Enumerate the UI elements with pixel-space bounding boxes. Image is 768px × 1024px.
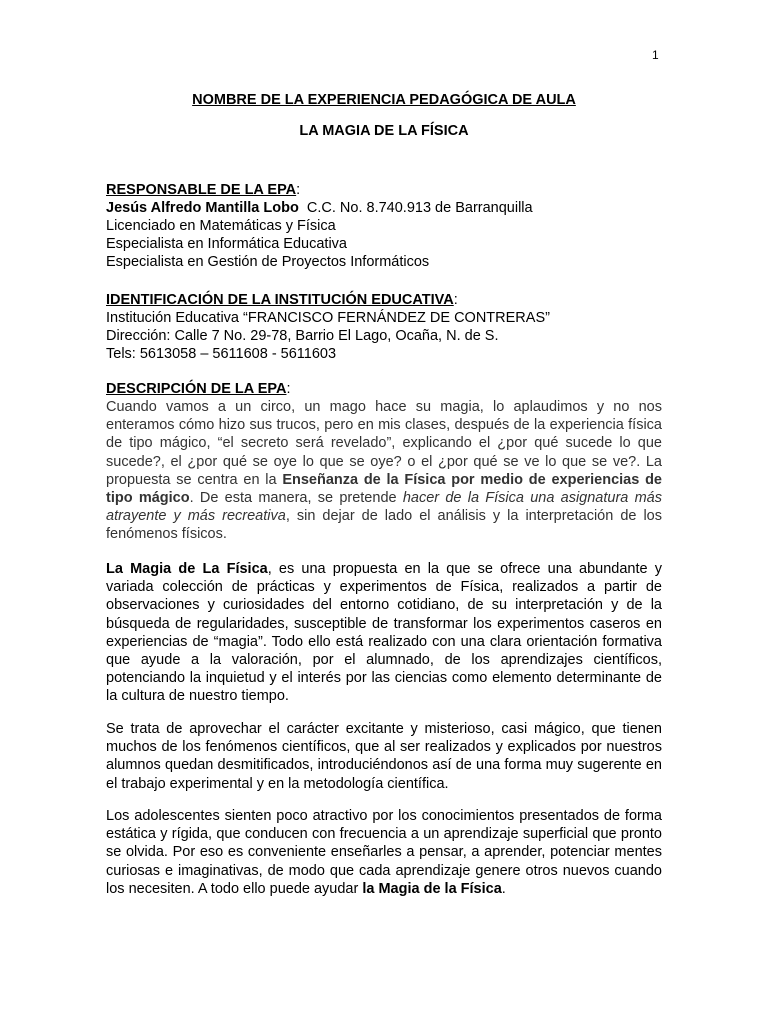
responsable-section [106,181,662,271]
paragraph-2: La Magia de La Física, es una propuesta en la que se ofrece una abundante y variada colección de prácticas y experimentos de Física, realizados a partir de observaciones y curiosidades del entorno cotidiano, de su interpretación y de la búsqueda de regularidades, susceptible de transformar los experimentos caseros en experiencias de “magia”. Todo ello está realizado con una clara orientación formativa que ayude a la valoración, por el alumnado, de los aprendizajes científicos, potenciando la inquietud y el interés por las ciencias como elemento determinante de la cultura de nuestro tiempo. [106,561,662,705]
paragraph-3: Se trata de aprovechar el carácter excitante y misterioso, casi mágico, que tienen muchos de los fenómenos científicos, que al ser realizados y explicados por nuestros alumnos quedan desmitificados, introduciéndonos así de una forma muy sugerente en el trabajo experimental y en la metodología científica. [106,721,662,792]
responsable-title-3: Especialista en Gestión de Proyectos Informáticos [106,254,430,270]
institucion-heading: IDENTIFICACIÓN DE LA INSTITUCIÓN EDUCATIVA: [106,292,458,308]
descripcion-section [106,380,662,398]
responsable-heading: RESPONSABLE DE LA EPA: [106,182,301,198]
paragraph-1: Cuando vamos a un circo, un mago hace su magia, lo aplaudimos y no nos enteramos cómo hizo sus trucos, pero en mis clases, después de la experiencia física de tipo mágico, “el secreto será revelado”, explicando el ¿por qué sucede lo que sucede?, el ¿por qué se oye lo que se oye? o el ¿por qué se ve lo que se ve?. La propuesta se centra en la Enseñanza de la Física por medio de experiencias de tipo mágico. De esta manera, se pretende hacer de la Física una asignatura más atrayente y más recreativa, sin dejar de lado el análisis y la interpretación de los fenómenos físicos. [106,399,662,543]
institucion-address: Dirección: Calle 7 No. 29-78, Barrio El Lago, Ocaña, N. de S. [106,328,499,344]
paragraph-4: Los adolescentes sienten poco atractivo por los conocimientos presentados de forma estática y rígida, que conducen con frecuencia a un aprendizaje superficial que pronto se olvida. Por eso es conveniente enseñarles a pensar, a aprender, potenciar mentes curiosas e imaginativas, de modo que cada aprendizaje genere otros nuevos cuando los necesiten. A todo ello puede ayudar la Magia de la Física. [106,808,662,897]
page-number: 1 [652,48,659,62]
descripcion-heading: DESCRIPCIÓN DE LA EPA: [106,381,291,397]
institucion-name: Institución Educativa “FRANCISCO FERNÁNDEZ DE CONTRERAS” [106,310,550,326]
responsable-name: Jesús Alfredo Mantilla Lobo [106,200,299,216]
responsable-name-line [106,199,662,217]
responsable-title-2: Especialista en Informática Educativa [106,236,347,252]
document-subtitle: LA MAGIA DE LA FÍSICA [299,123,469,139]
responsable-title-1: Licenciado en Matemáticas y Física [106,218,336,234]
institucion-section [106,291,662,363]
responsable-cc: C.C. No. 8.740.913 de Barranquilla [306,200,533,216]
document-title: NOMBRE DE LA EXPERIENCIA PEDAGÓGICA DE AULA [192,92,576,108]
institucion-phones: Tels: 5613058 – 5611608 - 5611603 [106,346,337,362]
